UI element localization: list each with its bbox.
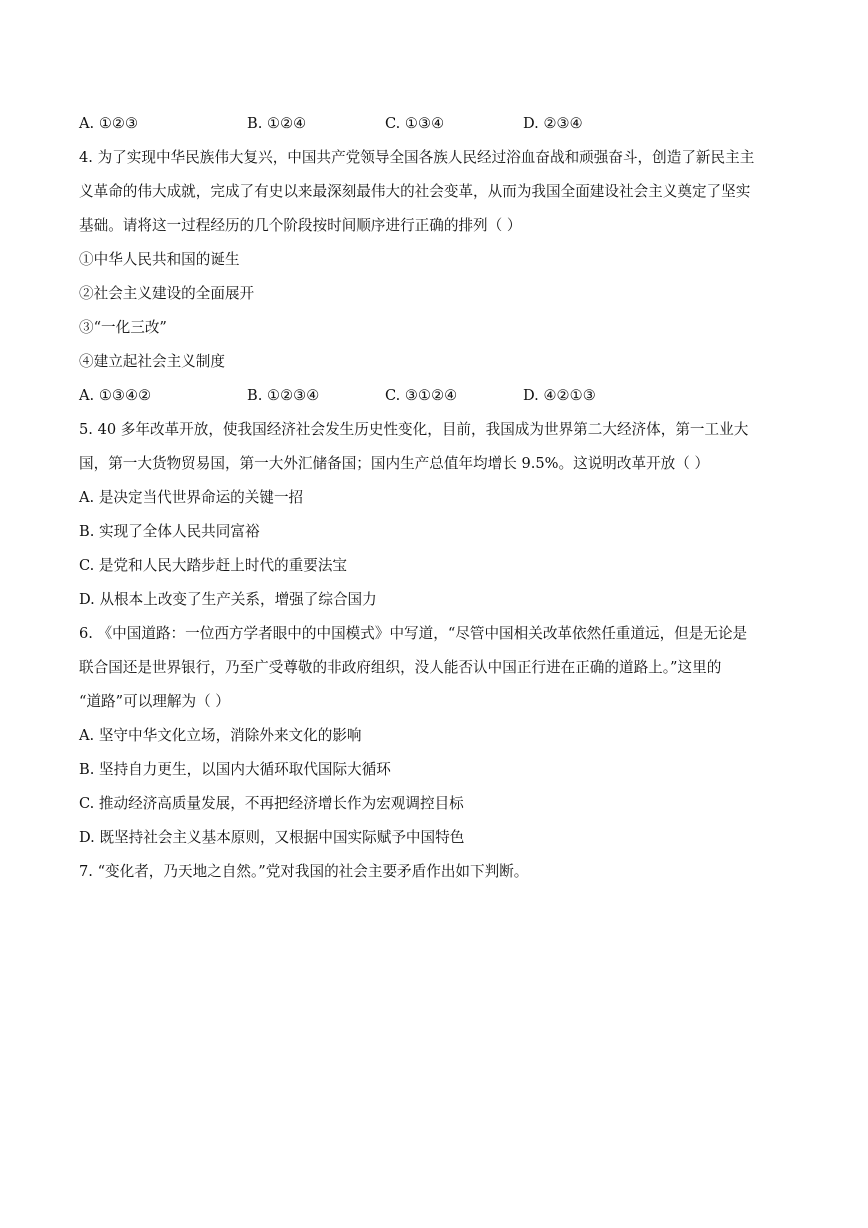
q4-stem-line-1: 4. 为了实现中华民族伟大复兴，中国共产党领导全国各族人民经过浴血奋战和顽强奋斗，创造了新民主主 xyxy=(79,149,755,166)
q6-stem-line-1: 6. 《中国道路：一位西方学者眼中的中国模式》中写道，“尽管中国相关改革依然任重道远，但是无论是 xyxy=(79,625,748,642)
q4-option-c: C. ③①②④ xyxy=(385,387,458,404)
q5-option-c: C. 是党和人民大踏步赶上时代的重要法宝 xyxy=(79,557,348,574)
q6-option-c: C. 推动经济高质量发展，不再把经济增长作为宏观调控目标 xyxy=(79,795,464,812)
q4-stem-line-3: 基础。请将这一过程经历的几个阶段按时间顺序进行正确的排列（ ） xyxy=(79,217,522,234)
q4-option-b: B. ①②③④ xyxy=(247,387,320,404)
q6-option-a: A. 坚守中华文化立场，消除外来文化的影响 xyxy=(79,727,362,744)
q5-stem-line-2: 国，第一大货物贸易国，第一大外汇储备国；国内生产总值年均增长 9.5%。这说明改革开放（ ） xyxy=(79,455,710,472)
q7-stem-line-1: 7. “变化者，乃天地之自然。”党对我国的社会主要矛盾作出如下判断。 xyxy=(79,863,529,880)
q3-option-d: D. ②③④ xyxy=(523,115,583,132)
q3-option-c: C. ①③④ xyxy=(385,115,445,132)
q6-option-b: B. 坚持自力更生，以国内大循环取代国际大循环 xyxy=(79,761,391,778)
q3-option-a: A. ①②③ xyxy=(79,115,139,132)
q5-option-a: A. 是决定当代世界命运的关键一招 xyxy=(79,489,304,506)
q6-option-d: D. 既坚持社会主义基本原则，又根据中国实际赋予中国特色 xyxy=(79,829,465,846)
q4-options xyxy=(0,386,868,406)
q4-stem-line-2: 义革命的伟大成就，完成了有史以来最深刻最伟大的社会变革，从而为我国全面建设社会主义奠定了坚实 xyxy=(79,183,751,200)
q4-item-4: ④建立起社会主义制度 xyxy=(79,353,225,370)
q5-option-d: D. 从根本上改变了生产关系，增强了综合国力 xyxy=(79,591,377,608)
q4-item-3: ③“一化三改” xyxy=(79,319,167,336)
q3-options xyxy=(0,114,868,134)
q3-option-b: B. ①②④ xyxy=(247,115,307,132)
q5-option-b: B. 实现了全体人民共同富裕 xyxy=(79,523,260,540)
q4-item-1: ①中华人民共和国的诞生 xyxy=(79,251,240,268)
q4-item-2: ②社会主义建设的全面展开 xyxy=(79,285,255,302)
q4-option-d: D. ④②①③ xyxy=(523,387,596,404)
q6-stem-line-3: “道路”可以理解为（ ） xyxy=(79,693,230,710)
q4-option-a: A. ①③④② xyxy=(79,387,152,404)
q5-stem-line-1: 5. 40 多年改革开放，使我国经济社会发生历史性变化，目前，我国成为世界第二大经济体，第一工业大 xyxy=(79,421,749,438)
q6-stem-line-2: 联合国还是世界银行，乃至广受尊敬的非政府组织，没人能否认中国正行进在正确的道路上。”这里的 xyxy=(79,659,722,676)
